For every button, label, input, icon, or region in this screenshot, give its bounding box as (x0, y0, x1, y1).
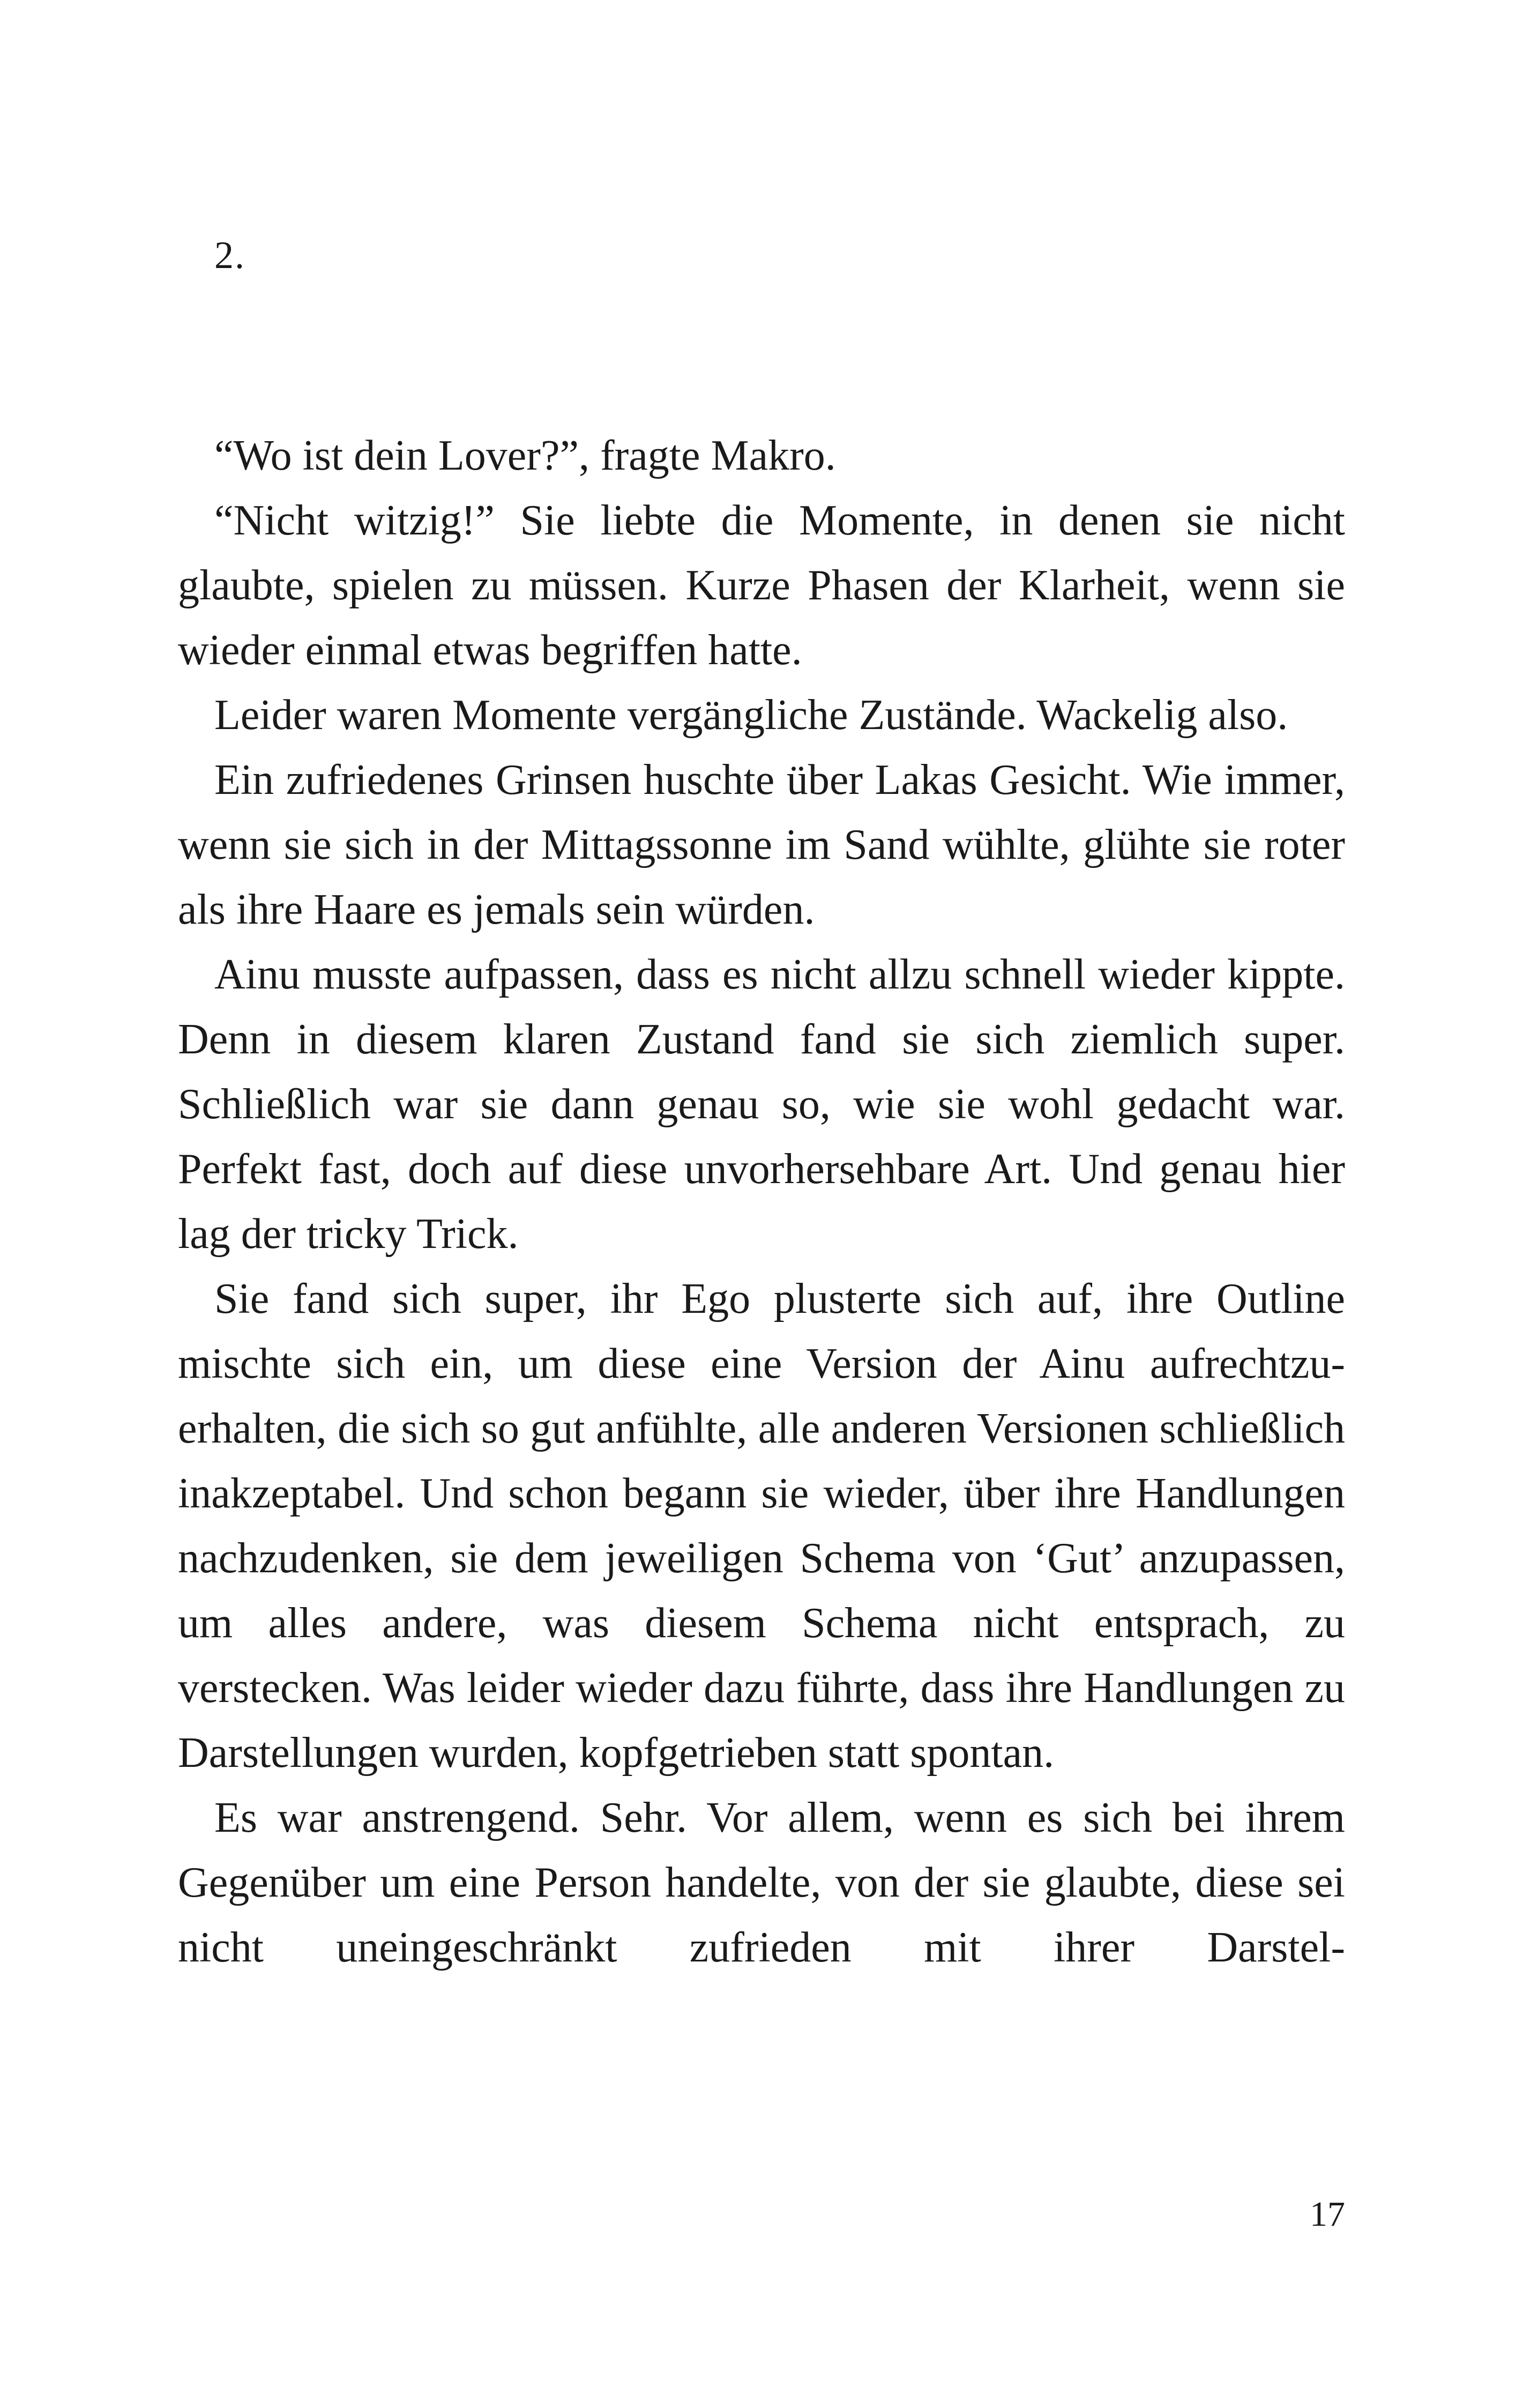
paragraph: Sie fand sich super, ihr Ego plusterte sich auf, ihre Outline mischte sich ein, um diese eine Version der Ainu aufrechtzuerhalten, die sich so gut anfühlte, alle anderen Versionen schließlich inakzeptabel. Und schon begann sie wieder, über ihre Handlungen nachzudenken, sie dem jeweiligen Schema von ‘Gut’ anzupassen, um alles andere, was diesem Schema nicht entsprach, zu verstecken. Was leider wieder dazu führte, dass ihre Handlungen zu Darstellungen wurden, kopfgetrieben statt spontan. (178, 1275, 1345, 1777)
paragraph: Es war anstrengend. Sehr. Vor allem, wenn es sich bei ihrem Gegenüber um eine Person handelte, von der sie glaubte, diese sei nicht uneingeschränkt zufrieden mit ihrer Darstel- (178, 1794, 1345, 1971)
paragraph: Ainu musste aufpassen, dass es nicht allzu schnell wieder kippte. Denn in diesem klaren Zustand fand sie sich ziemlich super. Schließlich war sie dann genau so, wie sie wohl gedacht war. Perfekt fast, doch auf diese unvorhersehbare Art. Und genau hier lag der tricky Trick. (178, 951, 1345, 1258)
body-text (178, 423, 1345, 1980)
paragraph: “Wo ist dein Lover?”, fragte Makro. (214, 432, 836, 479)
chapter-number: 2. (214, 234, 245, 277)
page-number: 17 (1310, 2195, 1345, 2234)
paragraph: Ein zufriedenes Grinsen huschte über Lakas Gesicht. Wie immer, wenn sie sich in der Mittagssonne im Sand wühlte, glühte sie roter als ihre Haare es jemals sein würden. (178, 756, 1345, 933)
paragraph: Leider waren Momente vergängliche Zustände. Wackelig also. (214, 692, 1288, 739)
paragraph: “Nicht witzig!” Sie liebte die Momente, in denen sie nicht glaubte, spielen zu müssen. Kurze Phasen der Klarheit, wenn sie wieder einmal etwas begriffen hatte. (178, 497, 1345, 674)
